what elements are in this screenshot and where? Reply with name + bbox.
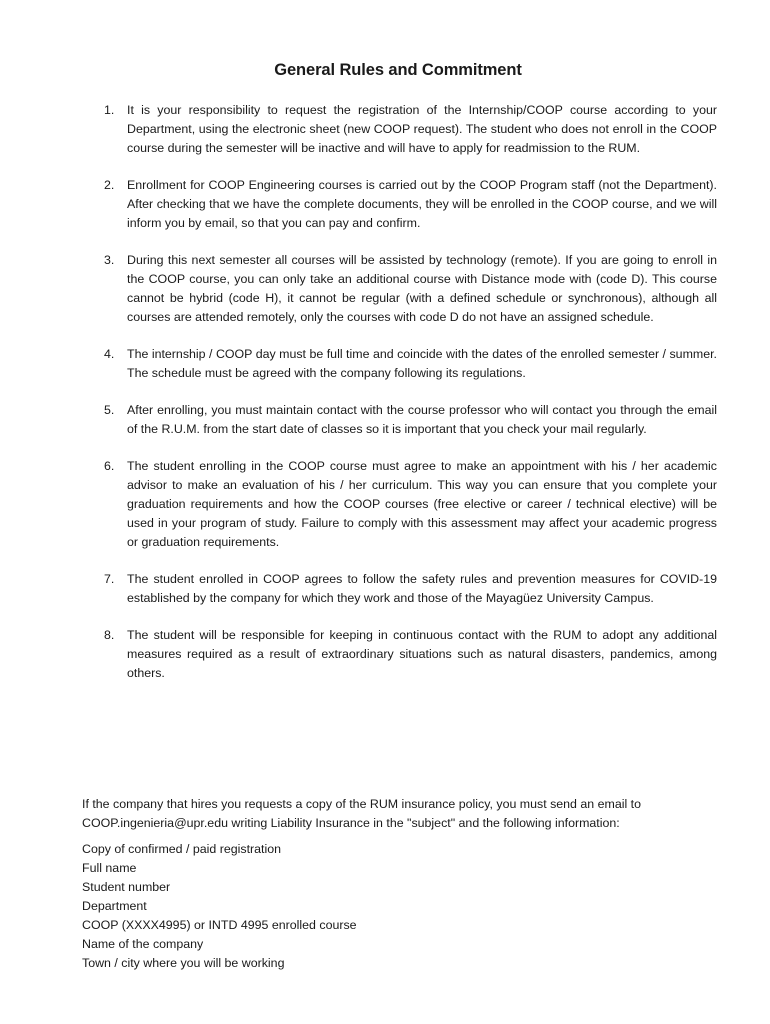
rule-number: 7. [104,572,115,586]
rule-text: Enrollment for COOP Engineering courses is carried out by the COOP Program staff (not the Department). After checking that we have the complete documents, they will be enrolled in the COOP course, and we will inform you by email, so that you can pay and confirm. [127,178,717,230]
rule-item-5 [82,401,717,439]
required-info-list [82,840,682,973]
info-item: Full name [82,861,137,875]
rule-text: The student will be responsible for keeping in continuous contact with the RUM to adopt any additional measures required as a result of extraordinary situations such as natural disasters, pandemics, among others. [127,628,717,680]
rule-item-3 [82,251,717,327]
rule-number: 1. [104,103,115,117]
info-item: Town / city where you will be working [82,956,285,970]
rule-number: 5. [104,403,115,417]
rule-number: 4. [104,347,115,361]
rule-number: 6. [104,459,115,473]
info-item: Copy of confirmed / paid registration [82,842,282,856]
page-title: General Rules and Commitment [274,61,522,79]
rule-item-8 [82,626,717,683]
rule-text: The student enrolled in COOP agrees to follow the safety rules and prevention measures for COVID-19 established by the company for which they work and those of the Mayagüez University Campus. [127,572,717,605]
rule-item-7 [82,570,717,608]
insurance-note: If the company that hires you requests a copy of the RUM insurance policy, you must send an email to COOP.ingenieria@upr.edu writing Liability Insurance in the "subject" and the following information: [82,797,642,831]
info-item: Name of the company [82,937,204,951]
rule-text: The internship / COOP day must be full time and coincide with the dates of the enrolled semester / summer. The schedule must be agreed with the company following its regulations. [127,347,717,380]
rule-text: During this next semester all courses will be assisted by technology (remote). If you are going to enroll in the COOP course, you can only take an additional course with Distance mode with (code D). This course cannot be hybrid (code H), it cannot be regular (with a defined schedule or synchronous), although all courses are attended remotely, only the courses with code D do not have an assigned schedule. [127,253,717,324]
rule-number: 8. [104,628,115,642]
rule-item-2 [82,176,717,233]
rule-number: 3. [104,253,115,267]
info-item: Department [82,899,147,913]
rule-text: It is your responsibility to request the registration of the Internship/COOP course according to your Department, using the electronic sheet (new COOP request). The student who does not enroll in the COOP course during the semester will be inactive and will have to apply for readmission to the RUM. [127,103,717,155]
rule-item-1 [82,101,717,158]
rule-item-4 [82,345,717,383]
rules-list [82,101,717,701]
info-item: COOP (XXXX4995) or INTD 4995 enrolled course [82,918,357,932]
rule-text: After enrolling, you must maintain contact with the course professor who will contact you through the email of the R.U.M. from the start date of classes so it is important that you check your mail regularly. [127,403,717,436]
rule-item-6 [82,457,717,552]
rule-text: The student enrolling in the COOP course must agree to make an appointment with his / her academic advisor to make an evaluation of his / her curriculum. This way you can ensure that you complete your graduation requirements and how the COOP courses (free elective or career / technical elective) will be used in your program of study. Failure to comply with this assessment may affect your academic progress or graduation requirements. [127,459,717,549]
info-item: Student number [82,880,171,894]
rule-number: 2. [104,178,115,192]
